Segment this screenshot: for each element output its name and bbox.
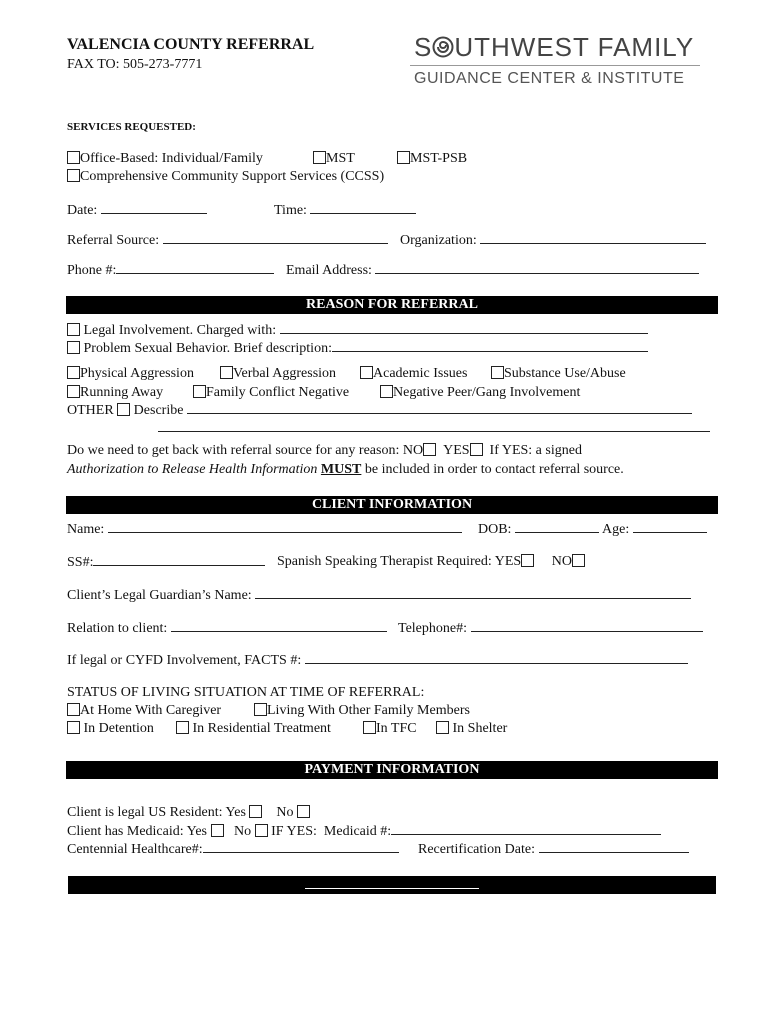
running-away-checkbox[interactable] xyxy=(67,385,80,398)
family-conflict-label: Family Conflict Negative xyxy=(206,385,350,400)
academic-issues-option xyxy=(360,365,467,382)
getback-yes-checkbox[interactable] xyxy=(470,443,483,456)
medicaid-yes-checkbox[interactable] xyxy=(211,824,224,837)
client-information-bar: CLIENT INFORMATION xyxy=(66,496,718,514)
tfc-option xyxy=(363,720,417,737)
at-home-option xyxy=(67,702,221,719)
running-away-option xyxy=(67,384,163,401)
office-based-checkbox[interactable] xyxy=(67,151,80,164)
medicaid-row xyxy=(67,822,661,840)
ss-field xyxy=(67,553,265,571)
age-field xyxy=(602,520,707,538)
organization-input-line[interactable] xyxy=(480,231,706,244)
running-away-label: Running Away xyxy=(80,385,164,400)
medicaid-no-label: No xyxy=(234,824,252,839)
dob-field xyxy=(478,520,599,538)
organization-logo xyxy=(414,32,700,88)
email-field xyxy=(286,261,699,279)
telephone-field xyxy=(398,619,703,637)
telephone-label: Telephone#: xyxy=(398,621,467,636)
client-name-input-line[interactable] xyxy=(108,520,462,533)
medicaid-number-input-line[interactable] xyxy=(391,822,661,835)
getback-question-row xyxy=(67,442,582,459)
mst-psb-label: MST-PSB xyxy=(410,151,468,166)
client-name-label: Name: xyxy=(67,522,105,537)
centennial-field xyxy=(67,840,399,858)
referral-source-input-line[interactable] xyxy=(163,231,388,244)
charged-with-input-line[interactable] xyxy=(280,321,648,334)
legal-involvement-row xyxy=(67,321,648,339)
cyfd-input-line[interactable] xyxy=(305,651,688,664)
form-title: VALENCIA COUNTY REFERRAL xyxy=(67,36,315,53)
guardian-field xyxy=(67,586,691,604)
referral-source-field xyxy=(67,231,388,249)
ccss-option xyxy=(67,168,384,185)
payment-information-bar: PAYMENT INFORMATION xyxy=(66,761,718,779)
footer-bar-white-line xyxy=(305,888,479,889)
shelter-checkbox[interactable] xyxy=(436,721,449,734)
us-resident-no-label: No xyxy=(276,805,294,820)
centennial-input-line[interactable] xyxy=(203,840,399,853)
email-input-line[interactable] xyxy=(375,261,699,274)
dob-label: DOB: xyxy=(478,522,512,537)
other-label: OTHER xyxy=(67,403,114,418)
medicaid-label: Client has Medicaid: Yes xyxy=(67,824,207,839)
physical-aggression-label: Physical Aggression xyxy=(80,366,194,381)
other-describe-input-line[interactable] xyxy=(187,401,692,414)
mst-psb-option xyxy=(397,150,467,167)
medicaid-number-label: Medicaid #: xyxy=(323,824,392,839)
negative-peer-checkbox[interactable] xyxy=(380,385,393,398)
substance-use-label: Substance Use/Abuse xyxy=(504,366,626,381)
family-conflict-option xyxy=(193,384,349,401)
describe-label: Describe xyxy=(133,403,184,418)
mst-option xyxy=(313,150,355,167)
relation-label: Relation to client: xyxy=(67,621,168,636)
client-name-field xyxy=(67,520,462,538)
other-family-label: Living With Other Family Members xyxy=(267,703,470,718)
tfc-checkbox[interactable] xyxy=(363,721,376,734)
negative-peer-option xyxy=(380,384,580,401)
authorization-italic-text: Authorization to Release Health Information xyxy=(67,462,318,477)
physical-aggression-checkbox[interactable] xyxy=(67,366,80,379)
residential-label: In Residential Treatment xyxy=(192,721,331,736)
us-resident-no-checkbox[interactable] xyxy=(297,805,310,818)
services-row-1 xyxy=(67,150,263,167)
residential-option xyxy=(176,720,331,737)
psb-description-input-line[interactable] xyxy=(332,339,648,352)
mst-checkbox[interactable] xyxy=(313,151,326,164)
other-family-option xyxy=(254,702,470,719)
psb-row xyxy=(67,339,648,357)
ss-input-line[interactable] xyxy=(93,553,265,566)
dob-input-line[interactable] xyxy=(515,520,599,533)
spanish-yes-checkbox[interactable] xyxy=(521,554,534,567)
authorization-rest-text: be included in order to contact referral source. xyxy=(364,462,624,477)
reason-options-row-1 xyxy=(67,365,194,382)
organization-label: Organization: xyxy=(400,233,477,248)
relation-input-line[interactable] xyxy=(171,619,387,632)
services-heading: SERVICES REQUESTED: xyxy=(67,121,196,133)
ccss-checkbox[interactable] xyxy=(67,169,80,182)
time-input-line[interactable] xyxy=(310,201,416,214)
other-family-checkbox[interactable] xyxy=(254,703,267,716)
recertification-field xyxy=(418,840,689,858)
logo-line1-text: UTHWEST FAMILY xyxy=(454,32,695,62)
cyfd-label: If legal or CYFD Involvement, FACTS #: xyxy=(67,653,302,668)
detention-checkbox[interactable] xyxy=(67,721,80,734)
phone-label: Phone #: xyxy=(67,263,117,278)
at-home-checkbox[interactable] xyxy=(67,703,80,716)
mst-psb-checkbox[interactable] xyxy=(397,151,410,164)
us-resident-yes-checkbox[interactable] xyxy=(249,805,262,818)
negative-peer-label: Negative Peer/Gang Involvement xyxy=(393,385,581,400)
guardian-input-line[interactable] xyxy=(255,586,691,599)
other-describe-continuation-line[interactable] xyxy=(158,431,710,432)
getback-yes-label: YES xyxy=(443,443,470,458)
cyfd-field xyxy=(67,651,688,669)
spanish-no-checkbox[interactable] xyxy=(572,554,585,567)
detention-label: In Detention xyxy=(83,721,154,736)
other-row xyxy=(67,401,692,419)
date-input-line[interactable] xyxy=(101,201,207,214)
footer-bar xyxy=(68,876,716,894)
organization-field xyxy=(400,231,706,249)
tfc-label: In TFC xyxy=(376,721,417,736)
other-checkbox[interactable] xyxy=(117,403,130,416)
shelter-option xyxy=(436,720,507,737)
detention-option xyxy=(67,720,154,737)
verbal-aggression-label: Verbal Aggression xyxy=(233,366,337,381)
date-field xyxy=(67,201,207,219)
fax-number: FAX TO: 505-273-7771 xyxy=(67,57,203,72)
getback-question-label: Do we need to get back with referral source for any reason: NO xyxy=(67,443,424,458)
spiral-o-icon xyxy=(432,36,454,58)
logo-line2-text: GUIDANCE CENTER & INSTITUTE xyxy=(414,70,685,87)
time-field xyxy=(274,201,416,219)
relation-field xyxy=(67,619,387,637)
academic-issues-checkbox[interactable] xyxy=(360,366,373,379)
academic-issues-label: Academic Issues xyxy=(373,366,468,381)
legal-involvement-checkbox[interactable] xyxy=(67,323,80,336)
family-conflict-checkbox[interactable] xyxy=(193,385,206,398)
time-label: Time: xyxy=(274,203,307,218)
phone-input-line[interactable] xyxy=(116,261,274,274)
if-yes-signed-label: If YES: a signed xyxy=(489,443,582,458)
us-resident-row xyxy=(67,804,310,821)
getback-no-checkbox[interactable] xyxy=(423,443,436,456)
substance-use-checkbox[interactable] xyxy=(491,366,504,379)
recertification-input-line[interactable] xyxy=(539,840,689,853)
phone-field xyxy=(67,261,274,279)
ss-label: SS#: xyxy=(67,555,94,570)
us-resident-label: Client is legal US Resident: Yes xyxy=(67,805,246,820)
living-status-heading: STATUS OF LIVING SITUATION AT TIME OF REFERRAL: xyxy=(67,685,425,700)
ccss-label: Comprehensive Community Support Services (CCSS) xyxy=(80,169,385,184)
mst-label: MST xyxy=(326,151,355,166)
email-label: Email Address: xyxy=(286,263,372,278)
medicaid-no-checkbox[interactable] xyxy=(255,824,268,837)
logo-divider xyxy=(410,65,700,66)
verbal-aggression-checkbox[interactable] xyxy=(220,366,233,379)
referral-source-label: Referral Source: xyxy=(67,233,160,248)
reason-for-referral-bar: REASON FOR REFERRAL xyxy=(66,296,718,314)
legal-involvement-label: Legal Involvement. Charged with: xyxy=(83,323,277,338)
medicaid-if-yes-label: IF YES: xyxy=(271,824,317,839)
spanish-no-label: NO xyxy=(551,554,572,569)
authorization-notice xyxy=(67,461,624,478)
shelter-label: In Shelter xyxy=(452,721,508,736)
psb-checkbox[interactable] xyxy=(67,341,80,354)
office-based-label: Office-Based: Individual/Family xyxy=(80,151,263,166)
verbal-aggression-option xyxy=(220,365,336,382)
substance-use-option xyxy=(491,365,626,382)
date-label: Date: xyxy=(67,203,98,218)
age-input-line[interactable] xyxy=(633,520,707,533)
at-home-label: At Home With Caregiver xyxy=(80,703,222,718)
spanish-therapist-row xyxy=(277,553,585,570)
spanish-therapist-label: Spanish Speaking Therapist Required: YES xyxy=(277,554,522,569)
guardian-label: Client’s Legal Guardian’s Name: xyxy=(67,588,252,603)
age-label: Age: xyxy=(602,522,630,537)
residential-checkbox[interactable] xyxy=(176,721,189,734)
centennial-label: Centennial Healthcare#: xyxy=(67,842,203,857)
must-emphasis: MUST xyxy=(320,462,362,477)
telephone-input-line[interactable] xyxy=(471,619,703,632)
logo-letter-s: S xyxy=(414,32,433,62)
psb-label: Problem Sexual Behavior. Brief description: xyxy=(83,341,332,356)
recertification-label: Recertification Date: xyxy=(418,842,535,857)
